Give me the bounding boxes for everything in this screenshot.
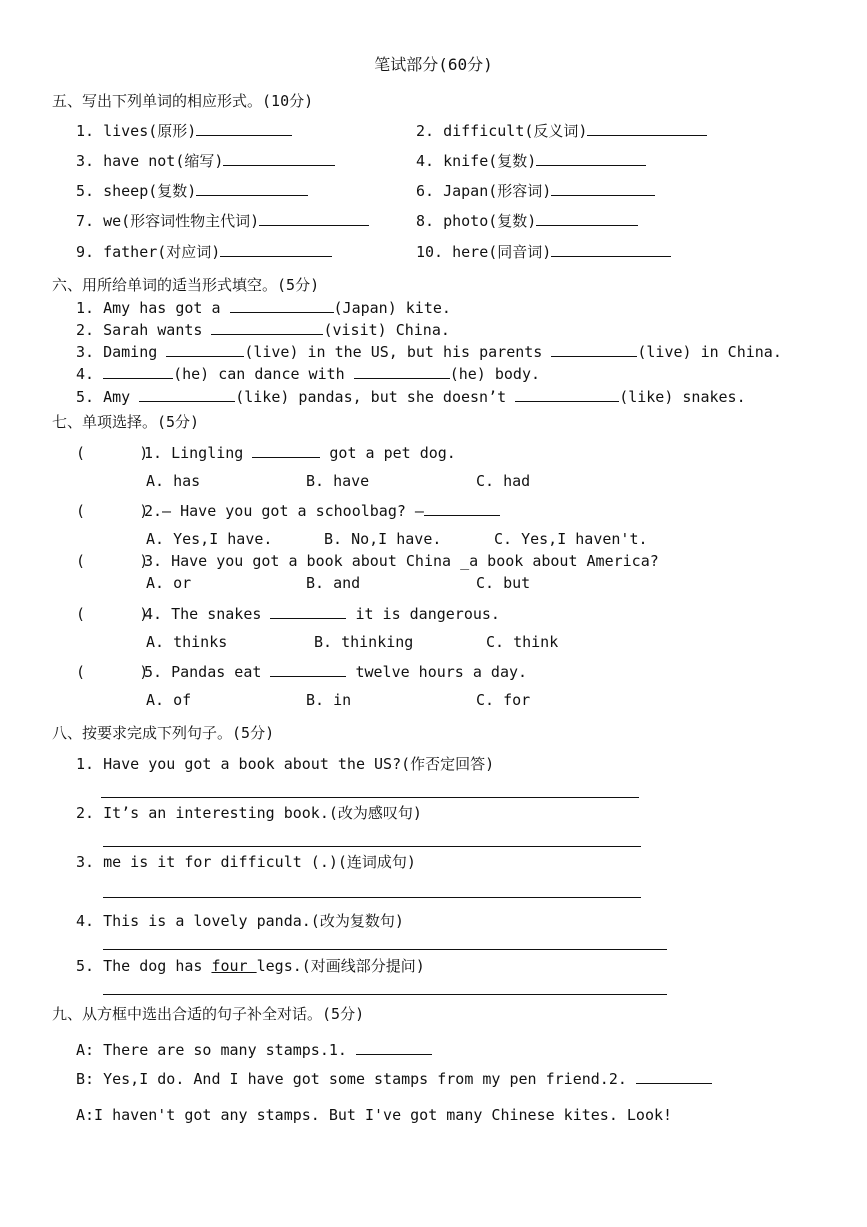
s8-answer-line-5 [103,994,667,995]
s8-answer-line-2 [103,846,641,847]
s7-q3-option-c: C. but [476,574,531,592]
s7-q2-paren: ( ) [76,502,149,520]
s5-item-6: 6. Japan(形容词) [416,181,655,201]
section-8-heading: 八、按要求完成下列句子。(5分) [52,724,275,742]
s8-answer-line-1 [101,797,639,798]
s7-question-2: 2.— Have you got a schoolbag? — [144,501,500,521]
s8-answer-line-4 [103,949,667,950]
s7-q4-option-b: B. thinking [314,633,414,651]
s5-item-1: 1. lives(原形) [76,121,292,141]
s7-q5-option-a: A. of [146,691,192,709]
s7-q1-option-a: A. has [146,472,201,490]
page-title: 笔试部分(60分) [374,55,493,74]
section-6-heading: 六、用所给单词的适当形式填空。(5分) [52,276,320,294]
underlined-word: four [211,957,257,975]
s9-dialogue-line-3: A:I haven't got any stamps. But I've got many Chinese kites. Look! [76,1106,673,1124]
s5-item-10: 10. here(同音词) [416,242,671,262]
s7-q4-paren: ( ) [76,605,149,623]
s5-item-8: 8. photo(复数) [416,211,638,231]
s7-question-4: 4. The snakes it is dangerous. [144,605,500,623]
s8-question-3: 3. me is it for difficult (.)(连词成句) [76,853,416,871]
s8-question-2: 2. It’s an interesting book.(改为感叹句) [76,804,422,822]
s9-dialogue-line-2: B: Yes,I do. And I have got some stamps from my pen friend.2. [76,1069,712,1089]
s5-item-5: 5. sheep(复数) [76,181,308,201]
s7-q3-option-b: B. and [306,574,361,592]
section-5-heading: 五、写出下列单词的相应形式。(10分) [52,92,314,110]
s6-question-2: 2. Sarah wants (visit) China. [76,321,450,339]
s7-q5-option-c: C. for [476,691,531,709]
s7-q2-option-b: B. No,I have. [324,530,442,548]
s7-q4-option-c: C. think [486,633,559,651]
s8-answer-line-3 [103,897,641,898]
s7-question-5: 5. Pandas eat twelve hours a day. [144,663,528,681]
s6-question-1: 1. Amy has got a (Japan) kite. [76,299,451,317]
s8-question-1: 1. Have you got a book about the US?(作否定回答) [76,755,495,773]
s7-q3-paren: ( ) [76,552,149,570]
s7-question-1: 1. Lingling got a pet dog. [144,444,456,462]
s7-q5-option-b: B. in [306,691,352,709]
section-7-heading: 七、单项选择。(5分) [52,413,200,431]
s6-question-4: 4. (he) can dance with (he) body. [76,365,541,383]
section-9-heading: 九、从方框中选出合适的句子补全对话。(5分) [52,1005,365,1023]
s7-q5-paren: ( ) [76,663,149,681]
s6-question-5: 5. Amy (like) pandas, but she doesn’t (like) snakes. [76,388,746,406]
s5-item-2: 2. difficult(反义词) [416,121,707,141]
s8-question-5: 5. The dog has four legs.(对画线部分提问) [76,957,425,975]
s7-q1-option-c: C. had [476,472,531,490]
s6-question-3: 3. Daming (live) in the US, but his parents (live) in China. [76,343,782,361]
s5-item-7: 7. we(形容词性物主代词) [76,211,369,231]
s7-q3-option-a: A. or [146,574,192,592]
s7-q2-option-c: C. Yes,I haven't. [494,530,648,548]
s7-q1-paren: ( ) [76,444,149,462]
s7-q1-option-b: B. have [306,472,370,490]
s5-item-9: 9. father(对应词) [76,242,332,262]
s7-q4-option-a: A. thinks [146,633,228,651]
s7-question-3: 3. Have you got a book about China _a book about America? [144,552,659,570]
s8-question-4: 4. This is a lovely panda.(改为复数句) [76,912,404,930]
s9-dialogue-line-1: A: There are so many stamps.1. [76,1040,432,1060]
s5-item-4: 4. knife(复数) [416,151,646,171]
s7-q2-option-a: A. Yes,I have. [146,530,273,548]
s5-item-3: 3. have not(缩写) [76,151,335,171]
